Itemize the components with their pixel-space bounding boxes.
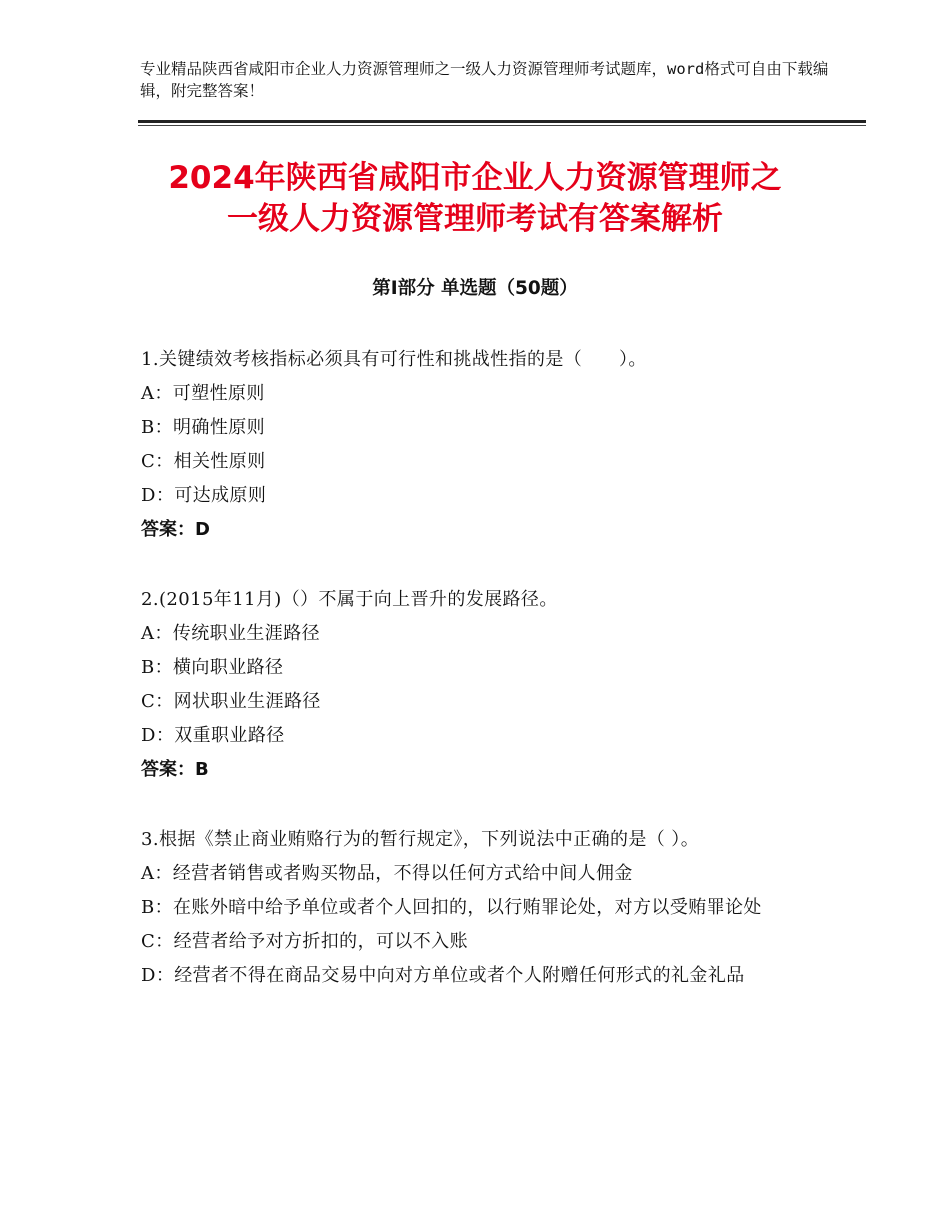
option-d: D：经营者不得在商品交易中向对方单位或者个人附赠任何形式的礼金礼品 — [141, 965, 745, 986]
question-stem: 3.根据《禁止商业贿赂行为的暂行规定》，下列说法中正确的是（ ）。 — [141, 829, 700, 850]
option-d: D：双重职业路径 — [141, 725, 285, 746]
header-rule-thin — [138, 125, 866, 126]
section-title: 第Ⅰ部分 单选题（50题） — [372, 278, 578, 299]
question-1 — [141, 343, 816, 547]
document-title — [100, 158, 850, 240]
question-stem: 2.(2015年11月)（）不属于向上晋升的发展路径。 — [141, 589, 558, 610]
header-note: 专业精品陕西省咸阳市企业人力资源管理师之一级人力资源管理师考试题库，word格式可自由下载编辑，附完整答案！ — [140, 60, 829, 100]
option-a: A：可塑性原则 — [141, 383, 265, 404]
option-b: B：在账外暗中给予单位或者个人回扣的，以行贿罪论处，对方以受贿罪论处 — [141, 897, 762, 918]
title-line-1: 2024年陕西省咸阳市企业人力资源管理师之 — [168, 160, 782, 196]
question-stem: 1.关键绩效考核指标必须具有可行性和挑战性指的是（ ）。 — [141, 349, 647, 370]
option-c: C：相关性原则 — [141, 451, 266, 472]
question-list — [141, 343, 816, 1029]
option-d: D：可达成原则 — [141, 485, 267, 506]
question-2 — [141, 583, 816, 787]
option-b: B：明确性原则 — [141, 417, 266, 438]
option-a: A：经营者销售或者购买物品，不得以任何方式给中间人佣金 — [141, 863, 633, 884]
answer: 答案：B — [141, 759, 209, 780]
option-c: C：经营者给予对方折扣的，可以不入账 — [141, 931, 468, 952]
answer: 答案：D — [141, 519, 210, 540]
header-rule — [138, 120, 866, 123]
title-line-2: 一级人力资源管理师考试有答案解析 — [227, 201, 723, 237]
option-a: A：传统职业生涯路径 — [141, 623, 320, 644]
option-c: C：网状职业生涯路径 — [141, 691, 321, 712]
option-b: B：横向职业路径 — [141, 657, 284, 678]
question-3 — [141, 823, 816, 993]
